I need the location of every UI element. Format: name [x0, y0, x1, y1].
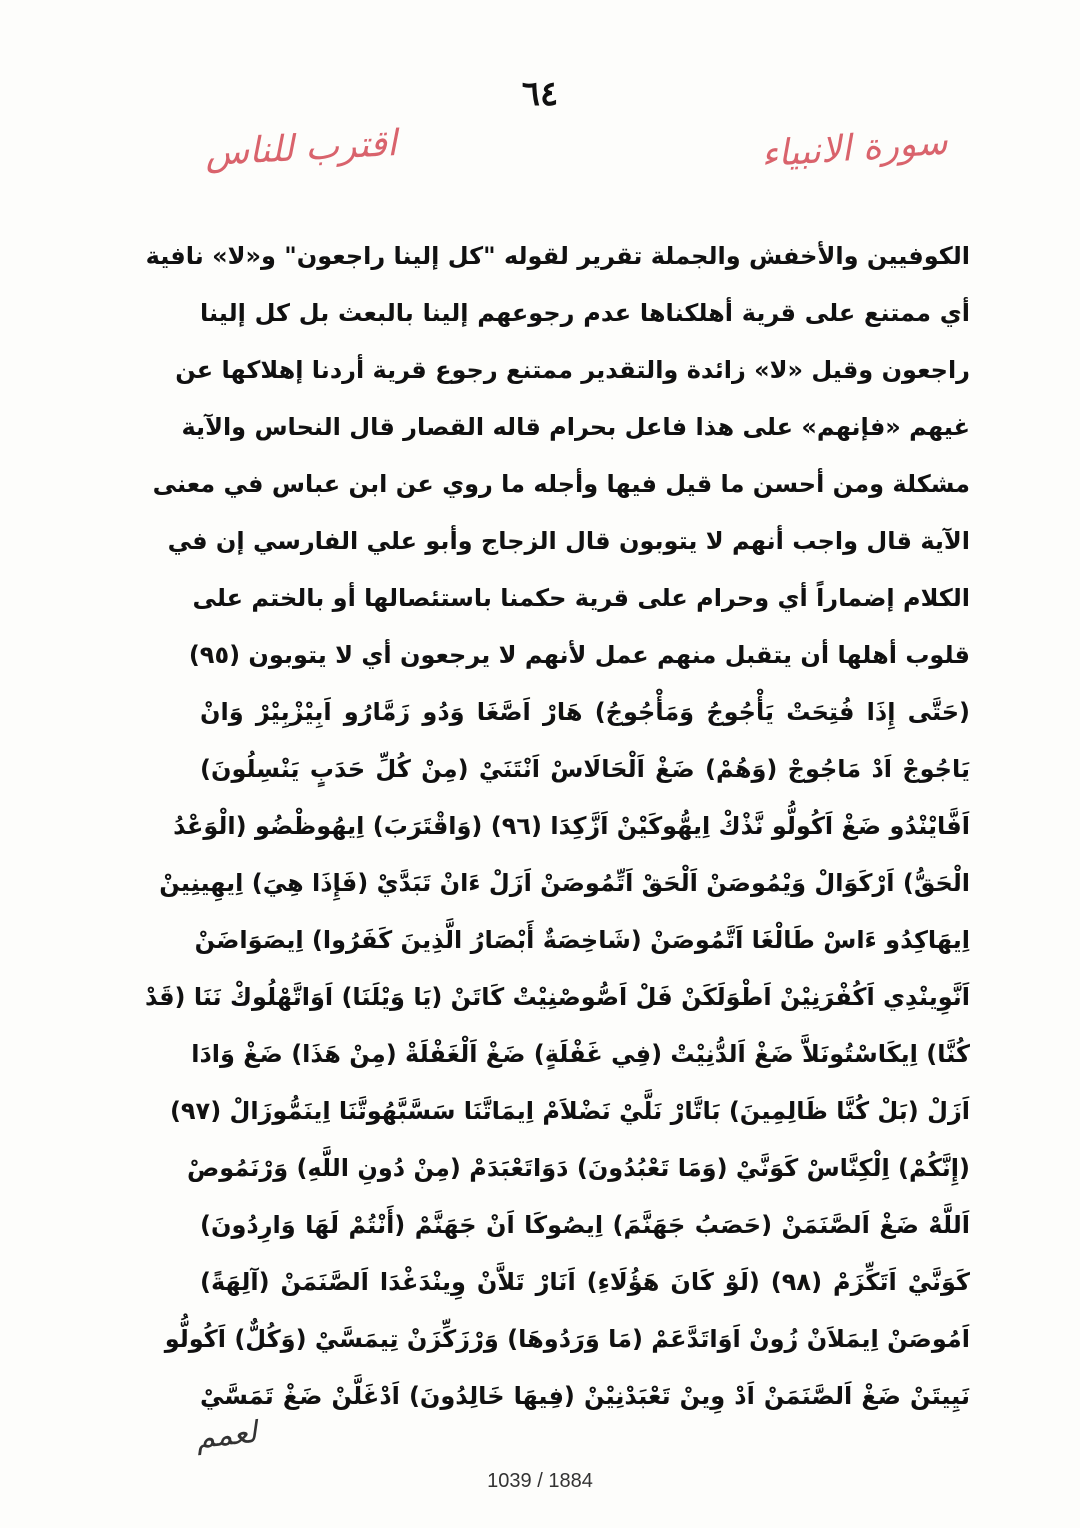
- text-line: قلوب أهلها أن يتقبل منهم عمل لأنهم لا يرجعون أي لا يتوبون (٩٥): [188, 641, 970, 669]
- scan-page-counter: 1039 / 1884: [487, 1470, 593, 1492]
- text-line: اَمُوصَنْ اِيمَلاَنْ زُونْ اَوَاتَدَّعَمْ (مَا وَرَدُوهَا) وَرْزَكِّزَنْ تِيمَسَّيْ (وَكُلٌّ) اَكُولُّو: [164, 1325, 970, 1353]
- surah-heading-handwritten: سورة الانبياء: [760, 121, 950, 176]
- text-line: يَاجُوجْ اَدْ مَاجُوجْ (وَهُمْ) ضَغْ اَلْحَالَاسْ اَنْتَنَيْ (مِنْ كُلِّ حَدَبٍ يَنْسِلُونَ): [200, 755, 970, 783]
- handwritten-signature: لعمم: [194, 1414, 259, 1457]
- text-line: الْحَقُّ) اَرْكَوَالْ وَيْمُوصَنْ اَلْحَقْ اَتِّمُوصَنْ اَزَلْ ءَانْ تَبَدَّيْ (فَإِذَا هِيَ) اِيهِينِينْ: [159, 869, 970, 897]
- text-line: اَنَّوِينْدِي اَكُفْرَنِيْنْ اَطْوَلَكَنْ فَلْ اَصُّوصْنِيْتْ كَاتَنْ (يَا وَيْلَنَا) اَوَاتَّهْلُوكْ نَنَا (قَدْ: [144, 983, 970, 1011]
- text-line: غيهم «فإنهم» على هذا فاعل بحرام قاله القصار قال النحاس والآية: [181, 413, 970, 441]
- body-text: [144, 228, 970, 1425]
- text-line: الآية قال واجب أنهم لا يتوبون قال الزجاج وأبو علي الفارسي إن في: [167, 527, 970, 555]
- text-line: كُنَّا) اِيكَاسْتُونَلاَّ ضَغْ اَلدُّنِيْتْ (فِي غَفْلَةٍ) ضَغْ اَلْغَفْلَةْ (مِنْ هَذَا) ضَغْ وَادَا: [191, 1040, 970, 1068]
- text-line: اَللَّهْ ضَغْ اَلصَّنَمَنْ (حَصَبُ جَهَنَّمَ) اِيصُوكَا اَنْ جَهَنَّمْ (أَنْتُمْ لَهَا وَارِدُونَ): [200, 1211, 970, 1239]
- text-line: الكوفيين والأخفش والجملة تقرير لقوله "كل إلينا راجعون" و«لا» نافية: [145, 242, 970, 270]
- text-line: أي ممتنع على قرية أهلكناها عدم رجوعهم إلينا بالبعث بل كل إلينا: [200, 299, 970, 327]
- text-line: (حَتَّى إِذَا فُتِحَتْ يَأْجُوجُ وَمَأْجُوجُ) هَارْ اَصَّغَا وَدُو زَمَّارُو اَبِيْزْبِيْرْ وَانْ: [200, 698, 970, 726]
- page-number: ٦٤: [521, 74, 559, 114]
- text-line: الكلام إضماراً أي وحرام على قرية حكمنا باستئصالها أو بالختم على: [192, 584, 970, 612]
- text-line: مشكلة ومن أحسن ما قيل فيها وأجله ما روي عن ابن عباس في معنى: [152, 470, 970, 498]
- text-line: اَزَلْ (بَلْ كُنَّا ظَالِمِينَ) بَاتَّارْ نَلَّيْ نَضْلاَمْ اِيمَاتَّنَا سَسَّبَّهُوتَّنَا اِينَمُّوزَالْ (٩٧): [169, 1097, 970, 1125]
- juz-heading-handwritten: اقترب للناس: [204, 123, 398, 174]
- text-line: (إِنَّكُمْ) اِلْكِنَّاسْ كَوَنَّيْ (وَمَا تَعْبُدُونَ) دَوَاتَعْبَدَمْ (مِنْ دُونِ اللَّهِ) وَرْنَمُوصْ: [186, 1154, 970, 1182]
- text-line: نَيِيتَنْ ضَغْ اَلصَّنَمَنْ اَدْ وِينْ تَعْبَدْنِيْنْ (فِيهَا خَالِدُونَ) اَدْغَلَّنْ ضَغْ تَمَسَّيْ: [200, 1382, 970, 1410]
- text-line: راجعون وقيل «لا» زائدة والتقدير ممتنع رجوع قرية أردنا إهلاكها عن: [175, 356, 970, 384]
- text-line: اَفَّايْنْدُو ضَغْ اَكُولُّو نَّذْكْ اِيهُّوكَيْنْ اَزَّكِدَا (٩٦) (وَاقْتَرَبَ) اِيهُوظْضُو (الْوَعْدُ: [173, 812, 970, 840]
- text-line: اِيهَاكِدُو ءَاسْ طَالْغَا اَتَّمُوصَنْ (شَاخِصَةٌ أَبْصَارُ الَّذِينَ كَفَرُوا) اِيصَوَاضَنْ: [194, 926, 970, 954]
- text-line: كَوَنَّيْ اَتَكِّزَمْ (٩٨) (لَوْ كَانَ هَؤُلَاءِ) اَنَارْ تَلاَّنْ وِينْدَغْدَا اَلصَّنَمَنْ (آلِهَةً): [200, 1268, 970, 1296]
